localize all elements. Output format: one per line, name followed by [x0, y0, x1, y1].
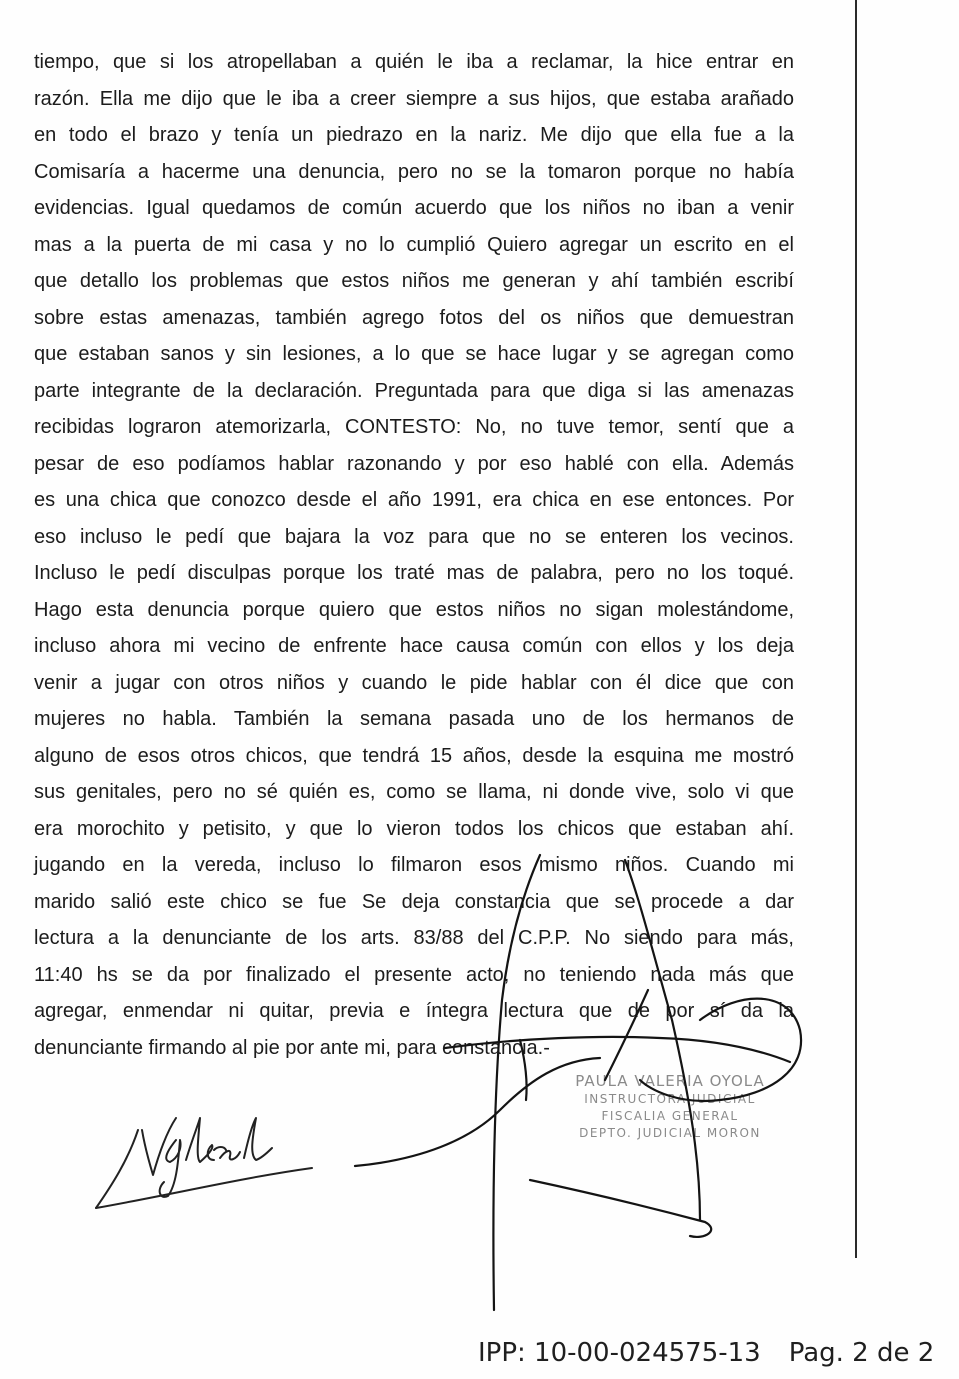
text-line: Hago esta denuncia porque quiero que estos niños no sigan molestándome,	[34, 598, 794, 621]
document-footer	[478, 1338, 934, 1368]
stamp-department: DEPTO. JUDICIAL MORON	[579, 1126, 761, 1140]
text-line: Incluso le pedí disculpas porque los traté mas de palabra, pero no los toqué.	[34, 562, 794, 584]
text-line: recibidas lograron atemorizarla, CONTESTO: No, no tuve temor, sentí que a	[34, 416, 794, 438]
text-line: que detallo los problemas que estos niños me generan y ahí también escribí	[34, 270, 794, 292]
text-line: eso incluso le pedí que bajara la voz para que no se enteren los vecinos.	[34, 525, 794, 548]
text-line: jugando en la vereda, incluso lo filmaron esos mismo niños. Cuando mi	[34, 854, 794, 876]
instructor-signature	[355, 855, 801, 1310]
text-line: en todo el brazo y tenía un piedrazo en la nariz. Me dijo que ella fue a la	[34, 124, 794, 146]
text-line: agregar, enmendar ni quitar, previa e íntegra lectura que de por sí da la	[34, 1000, 794, 1022]
text-line: marido salió este chico se fue Se deja constancia que se procede a dar	[34, 890, 794, 913]
text-line: mujeres no habla. También la semana pasada uno de los hermanos de	[34, 708, 794, 730]
complainant-signature	[96, 1118, 312, 1208]
text-line: sobre estas amenazas, también agrego fotos del os niños que demuestran	[34, 306, 794, 329]
page-number: Pag. 2 de 2	[788, 1338, 935, 1368]
text-line: denunciante firmando al pie por ante mi, para constancia.-	[34, 1036, 550, 1059]
text-line: sus genitales, pero no sé quién es, como se llama, ni donde vive, solo vi que	[34, 781, 794, 803]
text-line: mas a la puerta de mi casa y no lo cumplió Quiero agregar un escrito en el	[34, 233, 794, 256]
text-line: Comisaría a hacerme una denuncia, pero no se la tomaron porque no había	[34, 160, 794, 183]
stamp-title: INSTRUCTORA JUDICIAL	[584, 1092, 756, 1106]
text-line: es una chica que conozco desde el año 1991, era chica en ese entonces. Por	[34, 489, 794, 511]
text-line: pesar de eso podíamos hablar razonando y por eso hablé con ella. Además	[34, 452, 794, 475]
stamp-name: PAULA VALERIA OYOLA	[575, 1072, 765, 1090]
text-line: era morochito y petisito, y que lo vieron todos los chicos que estaban ahí.	[34, 817, 794, 840]
text-line: venir a jugar con otros niños y cuando le pide hablar con él dice que con	[34, 671, 794, 694]
text-line: tiempo, que si los atropellaban a quién le iba a reclamar, la hice entrar en	[34, 51, 794, 73]
text-line: 11:40 hs se da por finalizado el presente acto, no teniendo nada más que	[34, 963, 794, 986]
text-line: lectura a la denunciante de los arts. 83/88 del C.P.P. No siendo para más,	[34, 927, 794, 949]
stamp-office: FISCALIA GENERAL	[601, 1109, 739, 1123]
text-line: que estaban sanos y sin lesiones, a lo que se hace lugar y se agregan como	[34, 343, 794, 365]
text-line: incluso ahora mi vecino de enfrente hace causa común con ellos y los deja	[34, 635, 794, 657]
text-line: alguno de esos otros chicos, que tendrá 15 años, desde la esquina me mostró	[34, 744, 794, 767]
text-line: razón. Ella me dijo que le iba a creer siempre a sus hijos, que estaba arañado	[34, 87, 794, 110]
ipp-number: IPP: 10-00-024575-13	[478, 1338, 761, 1368]
text-line: evidencias. Igual quedamos de común acuerdo que los niños no iban a venir	[34, 197, 794, 219]
text-line: parte integrante de la declaración. Preguntada para que diga si las amenazas	[34, 379, 794, 402]
